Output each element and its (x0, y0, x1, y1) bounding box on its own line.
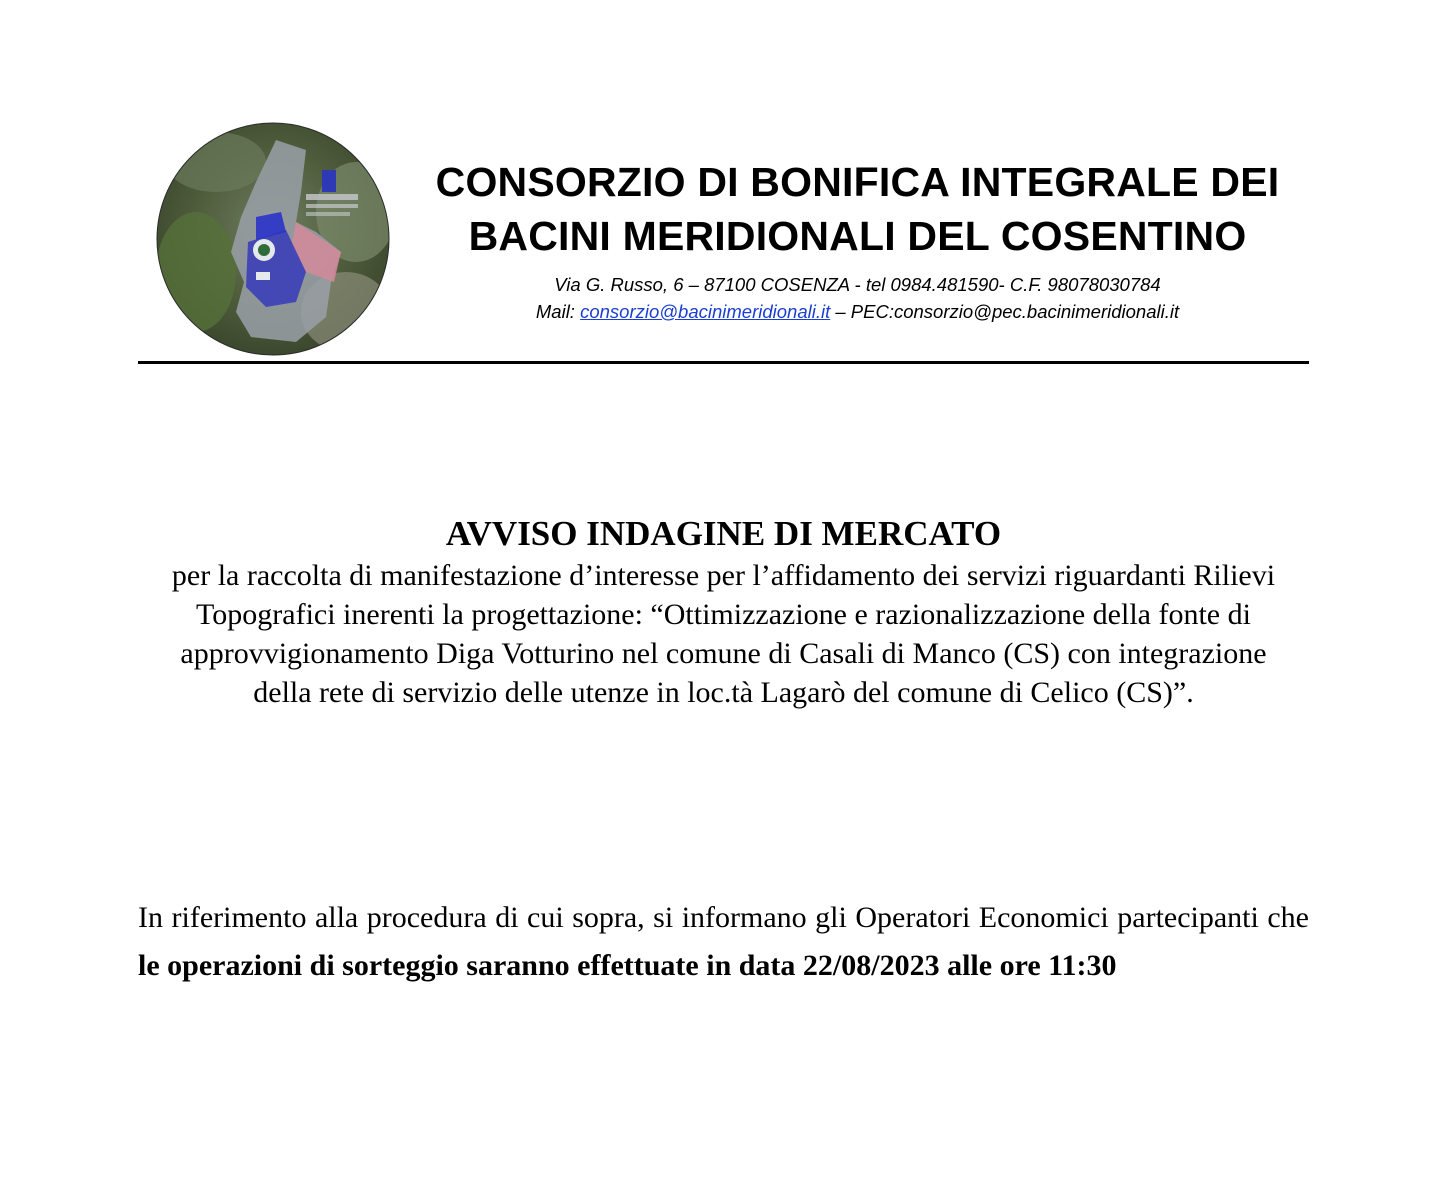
contact-line (410, 298, 1305, 325)
mail-label: Mail: (535, 301, 581, 322)
org-name-line1: CONSORZIO DI BONIFICA INTEGRALE DEI (435, 159, 1280, 205)
org-name-line2: BACINI MERIDIONALI DEL COSENTINO (468, 213, 1247, 259)
notice-title: AVVISO INDAGINE DI MERCATO (445, 514, 1002, 553)
info-paragraph-text: In riferimento alla procedura di cui sopra, si informano gli Operatori Economici partecipanti che (138, 901, 1309, 934)
notice-body: per la raccolta di manifestazione d’interesse per l’affidamento dei servizi riguardanti Rilievi Topografici inerenti la progettazione: “Ottimizzazione e razionalizzazione della fonte di approvvigionamento Diga Votturino nel comune di Casali di Manco (CS) con integrazione della rete di servizio delle utenze in loc.tà Lagarò del comune di Celico (CS)”. (171, 559, 1276, 709)
mail-link[interactable]: consorzio@bacinimeridionali.it (580, 301, 831, 322)
notice-section (138, 512, 1309, 712)
header-block (410, 155, 1305, 325)
info-paragraph (138, 894, 1309, 990)
pec-text: – PEC:consorzio@pec.bacinimeridionali.it (830, 301, 1180, 322)
address-line: Via G. Russo, 6 – 87100 COSENZA - tel 0984.481590- C.F. 98078030784 (554, 274, 1161, 295)
consortium-logo (156, 122, 390, 356)
info-paragraph-bold: le operazioni di sorteggio saranno effettuate in data 22/08/2023 alle ore 11:30 (138, 949, 1117, 982)
header-divider (138, 361, 1309, 364)
